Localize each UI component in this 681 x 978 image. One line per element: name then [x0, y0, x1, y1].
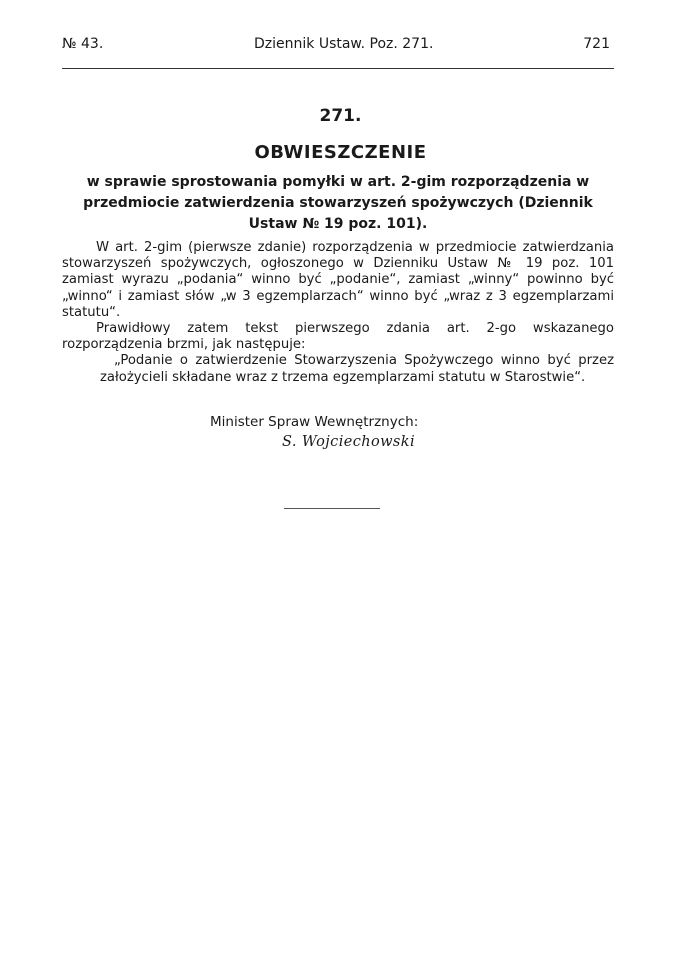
footer-divider: [284, 508, 380, 509]
paragraph-correction: W art. 2-gim (pierwsze zdanie) rozporządzenia w przedmiocie zatwierdzania stowarzyszeń spożywczych, ogłoszonego w Dzienniku Ustaw № 19 poz. 101 zamiast wyrazu „podania“ winno być „podanie“, zamiast „winny“ powinno być „winno“ i zamiast słów „w 3 egzemplarzach“ winno być „wraz z 3 egzemplarzami statutu“.: [62, 240, 614, 320]
signature-role: Minister Spraw Wewnętrznych:: [210, 414, 419, 430]
signature-name: S. Wojciechowski: [282, 434, 415, 450]
header-divider: [62, 68, 614, 69]
journal-reference: Dziennik Ustaw. Poz. 271.: [254, 36, 434, 52]
document-number: 271.: [319, 106, 362, 126]
issue-number: № 43.: [62, 36, 104, 52]
page-header: [62, 36, 622, 56]
document-title: OBWIESZCZENIE: [254, 142, 427, 163]
paragraph-correct-text-intro: Prawidłowy zatem tekst pierwszego zdania art. 2-go wskazanego rozporządzenia brzmi, jak następuje:: [62, 321, 614, 353]
page-number: 721: [583, 36, 610, 52]
document-body: [62, 240, 614, 386]
document-subtitle: w sprawie sprostowania pomyłki w art. 2-gim rozporządzenia w przedmiocie zatwierdzenia stowarzyszeń spożywczych (Dziennik Ustaw № 19 poz. 101).: [83, 174, 593, 232]
quoted-sentence: „Podanie o zatwierdzenie Stowarzyszenia Spożywczego winno być przez założycieli składane wraz z trzema egzemplarzami statutu w Starostwie“.: [100, 353, 614, 385]
